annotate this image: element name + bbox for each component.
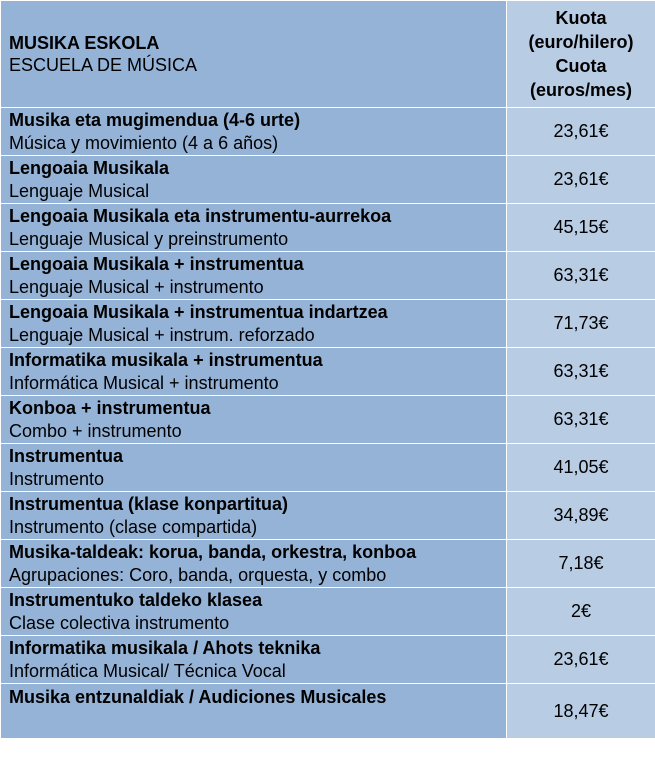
course-name-cell: [1, 684, 507, 739]
school-title-cell: [1, 1, 507, 108]
table-row: [1, 444, 655, 492]
course-name-spanish: Informática Musical/ Técnica Vocal: [9, 660, 286, 681]
course-name-cell: [1, 156, 507, 204]
fee-header-line: (euros/mes): [529, 80, 633, 100]
course-price-cell: 41,05€: [507, 444, 655, 492]
course-name-basque: Lengoaia Musikala: [9, 157, 170, 178]
course-name-basque: Musika-taldeak: korua, banda, orkestra, konboa: [9, 541, 417, 562]
course-name-basque: Konboa + instrumentua: [9, 397, 211, 418]
course-price-cell: 63,31€: [507, 348, 655, 396]
fee-table-body: [1, 108, 655, 739]
course-name-cell: [1, 444, 507, 492]
course-name-basque: Informatika musikala + instrumentua: [9, 349, 323, 370]
course-name-spanish: Instrumento (clase compartida): [9, 516, 258, 537]
table-row: [1, 636, 655, 684]
course-name-basque: Lengoaia Musikala + instrumentua: [9, 253, 304, 274]
course-name-spanish: Lenguaje Musical y preinstrumento: [9, 228, 289, 249]
table-row: [1, 348, 655, 396]
course-price-cell: 23,61€: [507, 156, 655, 204]
table-row: [1, 156, 655, 204]
course-name-cell: [1, 300, 507, 348]
course-name-basque: Lengoaia Musikala eta instrumentu-aurrekoa: [9, 205, 392, 226]
course-name-basque: Instrumentuko taldeko klasea: [9, 589, 263, 610]
fee-column-header: [507, 1, 655, 108]
fee-header-line: Kuota: [555, 8, 607, 28]
course-price-cell: 18,47€: [507, 684, 655, 739]
course-name-basque: Lengoaia Musikala + instrumentua indartzea: [9, 301, 388, 322]
course-name-spanish: Lenguaje Musical: [9, 180, 150, 201]
course-name-spanish: Clase colectiva instrumento: [9, 612, 230, 633]
course-price-cell: 23,61€: [507, 636, 655, 684]
course-price-cell: 34,89€: [507, 492, 655, 540]
course-name-cell: [1, 636, 507, 684]
table-row: [1, 252, 655, 300]
course-name-basque: Instrumentua (klase konpartitua): [9, 493, 289, 514]
course-name-spanish: Música y movimiento (4 a 6 años): [9, 132, 279, 153]
course-price-cell: 2€: [507, 588, 655, 636]
course-price-cell: 63,31€: [507, 396, 655, 444]
school-title-basque: MUSIKA ESKOLA: [9, 33, 160, 53]
fee-header-line: Cuota: [555, 56, 607, 76]
table-row: [1, 492, 655, 540]
course-name-spanish: Lenguaje Musical + instrumento: [9, 276, 264, 297]
course-price-cell: 23,61€: [507, 108, 655, 156]
course-name-basque: Informatika musikala / Ahots teknika: [9, 637, 321, 658]
course-name-basque: Musika entzunaldiak / Audiciones Musicales: [9, 687, 387, 707]
course-name-cell: [1, 588, 507, 636]
course-price-cell: 7,18€: [507, 540, 655, 588]
course-name-cell: [1, 348, 507, 396]
course-name-cell: [1, 492, 507, 540]
table-row: [1, 300, 655, 348]
table-row: [1, 396, 655, 444]
course-name-cell: [1, 540, 507, 588]
table-header-row: [1, 1, 655, 108]
course-name-spanish: Lenguaje Musical + instrum. reforzado: [9, 324, 315, 345]
course-name-spanish: Instrumento: [9, 468, 105, 489]
table-row: [1, 684, 655, 739]
fee-header-line: (euro/hilero): [528, 32, 634, 52]
course-price-cell: 71,73€: [507, 300, 655, 348]
course-name-spanish: Combo + instrumento: [9, 420, 182, 441]
course-name-basque: Instrumentua: [9, 445, 124, 466]
course-name-basque: Musika eta mugimendua (4-6 urte): [9, 109, 301, 130]
course-name-spanish: Informática Musical + instrumento: [9, 372, 279, 393]
course-name-cell: [1, 396, 507, 444]
course-name-cell: [1, 252, 507, 300]
course-price-cell: 45,15€: [507, 204, 655, 252]
table-row: [1, 204, 655, 252]
course-name-spanish: Agrupaciones: Coro, banda, orquesta, y combo: [9, 564, 387, 585]
course-name-cell: [1, 204, 507, 252]
table-row: [1, 540, 655, 588]
school-title-spanish: ESCUELA DE MÚSICA: [9, 55, 198, 75]
course-price-cell: 63,31€: [507, 252, 655, 300]
table-row: [1, 108, 655, 156]
table-row: [1, 588, 655, 636]
course-name-cell: [1, 108, 507, 156]
